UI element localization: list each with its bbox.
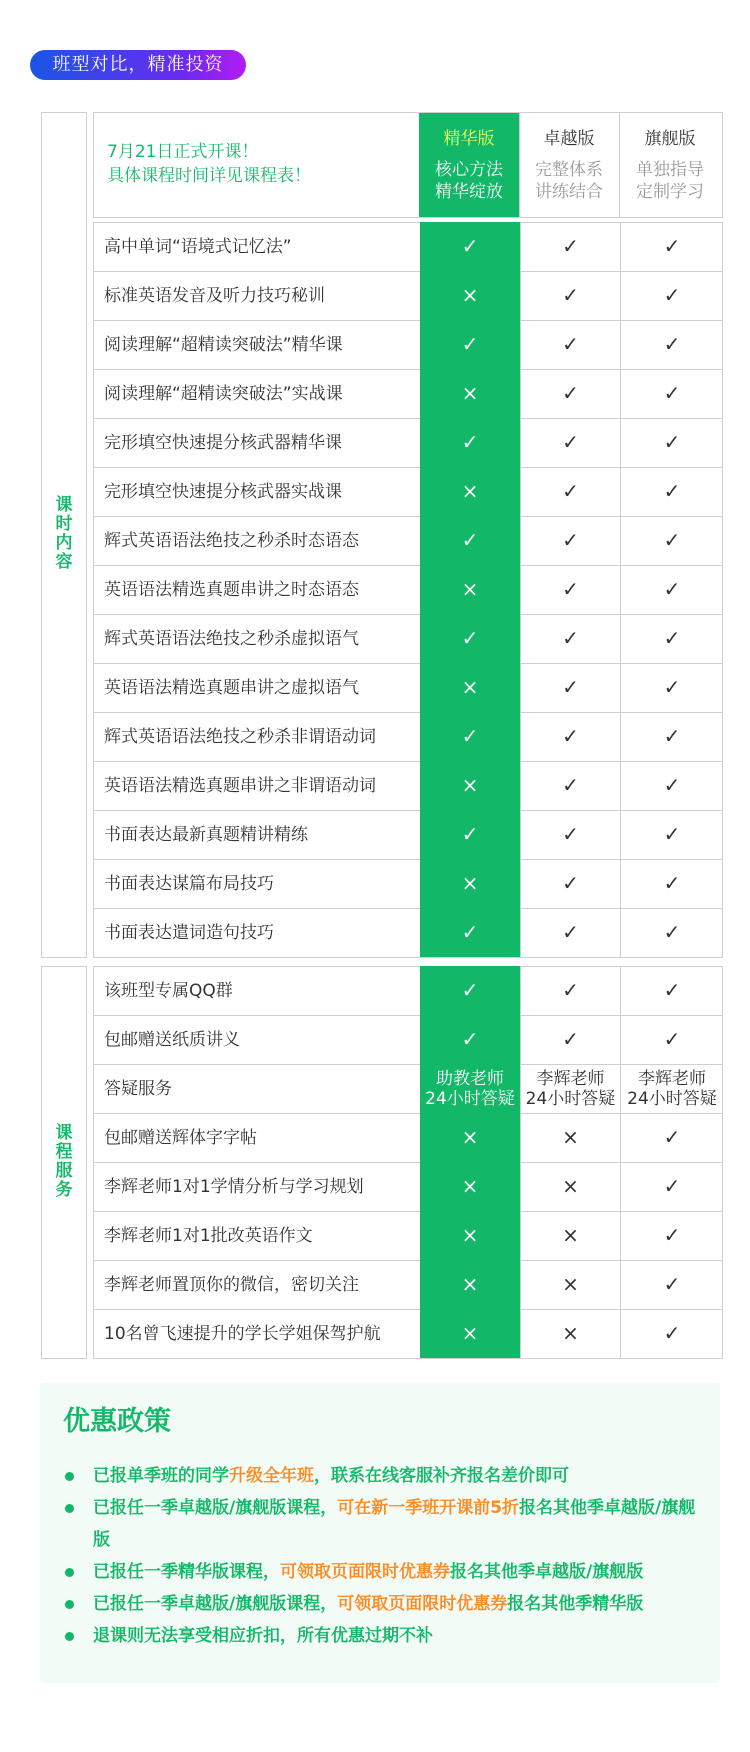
row-feature-name: 辉式英语语法绝技之秒杀时态语态 bbox=[104, 531, 359, 551]
check-icon: ✓ bbox=[420, 614, 520, 663]
bullet-icon bbox=[65, 1504, 74, 1513]
content-section-label bbox=[41, 496, 87, 572]
check-icon: ✓ bbox=[620, 761, 723, 810]
row-feature-name: 书面表达谋篇布局技巧 bbox=[104, 874, 274, 894]
check-icon: ✓ bbox=[420, 320, 520, 369]
row-feature-name: 英语语法精选真题串讲之时态语态 bbox=[104, 580, 359, 600]
check-icon: ✓ bbox=[520, 222, 620, 271]
header-divider bbox=[619, 113, 620, 217]
row-feature-name: 包邮赠送辉体字字帖 bbox=[104, 1128, 257, 1148]
check-icon: ✓ bbox=[520, 271, 620, 320]
label-char: 课 bbox=[55, 1123, 73, 1143]
check-icon: ✓ bbox=[420, 1015, 520, 1064]
plan-column-excellence bbox=[519, 113, 619, 217]
check-icon: ✓ bbox=[620, 712, 723, 761]
cross-icon: × bbox=[420, 1113, 520, 1162]
cross-icon: × bbox=[420, 369, 520, 418]
check-icon: ✓ bbox=[520, 810, 620, 859]
table-row bbox=[93, 909, 723, 958]
table-row bbox=[93, 272, 723, 321]
promo-list bbox=[63, 1460, 703, 1652]
bullet-icon bbox=[65, 1568, 74, 1577]
plan-sub-line: 精华绽放 bbox=[435, 182, 503, 202]
plan-subtitle bbox=[519, 159, 619, 203]
row-feature-name: 书面表达最新真题精讲精练 bbox=[104, 825, 308, 845]
cross-icon: × bbox=[420, 271, 520, 320]
check-icon: ✓ bbox=[520, 467, 620, 516]
header-divider bbox=[519, 113, 520, 217]
check-icon: ✓ bbox=[520, 761, 620, 810]
check-icon: ✓ bbox=[420, 908, 520, 957]
row-feature-name: 完形填空快速提分核武器精华课 bbox=[104, 433, 342, 453]
plan-subtitle bbox=[620, 159, 720, 203]
row-feature-name: 李辉老师1对1批改英语作文 bbox=[104, 1226, 313, 1246]
check-icon: ✓ bbox=[620, 663, 723, 712]
check-icon: ✓ bbox=[620, 908, 723, 957]
plan-sub-line: 核心方法 bbox=[435, 160, 503, 180]
service-cell: 助教老师 24小时答疑 bbox=[420, 1064, 520, 1113]
row-feature-name: 10名曾飞速提升的学长学姐保驾护航 bbox=[104, 1324, 381, 1344]
row-feature-name: 该班型专属QQ群 bbox=[104, 981, 233, 1001]
table-row bbox=[93, 615, 723, 664]
check-icon: ✓ bbox=[420, 222, 520, 271]
check-icon: ✓ bbox=[620, 320, 723, 369]
cross-icon: × bbox=[420, 1211, 520, 1260]
table-row bbox=[93, 222, 723, 272]
check-icon: ✓ bbox=[620, 1113, 723, 1162]
check-icon: ✓ bbox=[620, 1260, 723, 1309]
row-feature-name: 阅读理解“超精读突破法”精华课 bbox=[104, 335, 343, 355]
check-icon: ✓ bbox=[620, 966, 723, 1015]
check-icon: ✓ bbox=[520, 565, 620, 614]
cross-icon: × bbox=[520, 1260, 620, 1309]
promo-text: 已报任一季卓越版/旗舰版课程， bbox=[93, 1498, 338, 1518]
check-icon: ✓ bbox=[620, 222, 723, 271]
check-icon: ✓ bbox=[420, 810, 520, 859]
plan-subtitle bbox=[419, 159, 519, 203]
promo-text: 可在新一季班开课前5折 bbox=[337, 1498, 520, 1518]
check-icon: ✓ bbox=[620, 516, 723, 565]
header-intro bbox=[107, 140, 407, 188]
check-icon: ✓ bbox=[520, 320, 620, 369]
promo-text: 可领取页面限时优惠券 bbox=[280, 1562, 450, 1582]
check-icon: ✓ bbox=[520, 418, 620, 467]
check-icon: ✓ bbox=[620, 1309, 723, 1358]
cross-icon: × bbox=[420, 859, 520, 908]
row-feature-name: 书面表达遣词造句技巧 bbox=[104, 923, 274, 943]
row-feature-name: 标准英语发音及听力技巧秘训 bbox=[104, 286, 325, 306]
check-icon: ✓ bbox=[520, 908, 620, 957]
intro-line-2: 具体课程时间详见课程表！ bbox=[107, 166, 311, 186]
label-char: 程 bbox=[55, 1142, 73, 1162]
row-feature-name: 辉式英语语法绝技之秒杀虚拟语气 bbox=[104, 629, 359, 649]
table-row bbox=[93, 566, 723, 615]
label-char: 容 bbox=[55, 552, 73, 572]
label-char: 内 bbox=[55, 533, 73, 553]
cross-icon: × bbox=[420, 1309, 520, 1358]
table-row bbox=[93, 1261, 723, 1310]
table-row bbox=[93, 1310, 723, 1359]
plan-sub-line: 完整体系 bbox=[535, 160, 603, 180]
cross-icon: × bbox=[520, 1113, 620, 1162]
promo-item bbox=[63, 1460, 703, 1492]
table-row bbox=[93, 370, 723, 419]
check-icon: ✓ bbox=[420, 712, 520, 761]
check-icon: ✓ bbox=[620, 810, 723, 859]
row-feature-name: 辉式英语语法绝技之秒杀非谓语动词 bbox=[104, 727, 376, 747]
table-row bbox=[93, 1016, 723, 1065]
check-icon: ✓ bbox=[520, 369, 620, 418]
cross-icon: × bbox=[420, 1162, 520, 1211]
promo-text: 升级全年班 bbox=[229, 1466, 314, 1486]
check-icon: ✓ bbox=[420, 966, 520, 1015]
check-icon: ✓ bbox=[620, 1015, 723, 1064]
plan-column-flagship bbox=[620, 113, 720, 217]
promo-item bbox=[63, 1492, 703, 1556]
table-row bbox=[93, 419, 723, 468]
cross-icon: × bbox=[420, 467, 520, 516]
row-feature-name: 英语语法精选真题串讲之虚拟语气 bbox=[104, 678, 359, 698]
check-icon: ✓ bbox=[620, 418, 723, 467]
promo-text: 已报任一季卓越版/旗舰版课程， bbox=[93, 1594, 338, 1614]
promo-text: 已报单季班的同学 bbox=[93, 1466, 229, 1486]
cross-icon: × bbox=[420, 1260, 520, 1309]
table-row bbox=[93, 1163, 723, 1212]
check-icon: ✓ bbox=[520, 712, 620, 761]
row-feature-name: 阅读理解“超精读突破法”实战课 bbox=[104, 384, 343, 404]
plan-title: 精华版 bbox=[443, 129, 495, 149]
table-row bbox=[93, 966, 723, 1016]
promo-text: 报名其他季精华版 bbox=[507, 1594, 644, 1614]
plan-sub-line: 定制学习 bbox=[636, 182, 704, 202]
label-char: 服 bbox=[55, 1161, 73, 1181]
plan-title: 卓越版 bbox=[543, 129, 595, 149]
promo-text: 报名其他季卓越版/旗舰版 bbox=[93, 1498, 696, 1550]
promo-text: 可领取页面限时优惠券 bbox=[337, 1594, 508, 1614]
plan-column-essential bbox=[419, 113, 519, 217]
table-row bbox=[93, 664, 723, 713]
table-row bbox=[93, 811, 723, 860]
promo-text: 报名其他季卓越版/旗舰版 bbox=[450, 1562, 644, 1582]
row-feature-name: 英语语法精选真题串讲之非谓语动词 bbox=[104, 776, 376, 796]
label-char: 课 bbox=[55, 495, 73, 515]
check-icon: ✓ bbox=[620, 859, 723, 908]
promo-item bbox=[63, 1588, 703, 1620]
promo-item bbox=[63, 1556, 703, 1588]
table-row bbox=[93, 321, 723, 370]
check-icon: ✓ bbox=[520, 614, 620, 663]
promo-text: 已报任一季精华版课程， bbox=[93, 1562, 280, 1582]
cross-icon: × bbox=[520, 1162, 620, 1211]
label-char: 时 bbox=[55, 514, 73, 534]
check-icon: ✓ bbox=[620, 1162, 723, 1211]
check-icon: ✓ bbox=[620, 614, 723, 663]
bullet-icon bbox=[65, 1472, 74, 1481]
table-row bbox=[93, 860, 723, 909]
row-feature-name: 李辉老师1对1学情分析与学习规划 bbox=[104, 1177, 364, 1197]
table-row bbox=[93, 762, 723, 811]
row-feature-name: 李辉老师置顶你的微信，密切关注 bbox=[104, 1275, 359, 1295]
check-icon: ✓ bbox=[520, 966, 620, 1015]
check-icon: ✓ bbox=[420, 418, 520, 467]
promo-text: 退课则无法享受相应折扣，所有优惠过期不补 bbox=[93, 1626, 433, 1646]
row-feature-name: 答疑服务 bbox=[104, 1079, 172, 1099]
promo-title: 优惠政策 bbox=[63, 1406, 171, 1437]
bullet-icon bbox=[65, 1600, 74, 1609]
service-cell: 李辉老师 24小时答疑 bbox=[620, 1064, 723, 1113]
cross-icon: × bbox=[420, 663, 520, 712]
check-icon: ✓ bbox=[520, 1015, 620, 1064]
cross-icon: × bbox=[420, 761, 520, 810]
check-icon: ✓ bbox=[620, 1211, 723, 1260]
check-icon: ✓ bbox=[620, 271, 723, 320]
check-icon: ✓ bbox=[420, 516, 520, 565]
bullet-icon bbox=[65, 1632, 74, 1641]
check-icon: ✓ bbox=[620, 369, 723, 418]
row-feature-name: 完形填空快速提分核武器实战课 bbox=[104, 482, 342, 502]
table-row bbox=[93, 517, 723, 566]
check-icon: ✓ bbox=[620, 565, 723, 614]
intro-line-1: 7月21日正式开课！ bbox=[107, 142, 259, 162]
table-row bbox=[93, 1212, 723, 1261]
plan-sub-line: 单独指导 bbox=[636, 160, 704, 180]
table-row bbox=[93, 713, 723, 762]
section-badge: 班型对比，精准投资 bbox=[30, 50, 246, 80]
cross-icon: × bbox=[420, 565, 520, 614]
plan-sub-line: 讲练结合 bbox=[535, 182, 603, 202]
service-cell: 李辉老师 24小时答疑 bbox=[520, 1064, 620, 1113]
promo-item bbox=[63, 1620, 703, 1652]
table-row bbox=[93, 1065, 723, 1114]
check-icon: ✓ bbox=[520, 516, 620, 565]
promo-text: ，联系在线客服补齐报名差价即可 bbox=[314, 1466, 569, 1486]
label-char: 务 bbox=[55, 1180, 73, 1200]
row-feature-name: 高中单词“语境式记忆法” bbox=[104, 237, 292, 257]
check-icon: ✓ bbox=[620, 467, 723, 516]
table-row bbox=[93, 468, 723, 517]
cross-icon: × bbox=[520, 1309, 620, 1358]
check-icon: ✓ bbox=[520, 663, 620, 712]
cross-icon: × bbox=[520, 1211, 620, 1260]
row-feature-name: 包邮赠送纸质讲义 bbox=[104, 1030, 240, 1050]
check-icon: ✓ bbox=[520, 859, 620, 908]
service-section-label bbox=[41, 1124, 87, 1200]
table-row bbox=[93, 1114, 723, 1163]
plan-title: 旗舰版 bbox=[644, 129, 696, 149]
